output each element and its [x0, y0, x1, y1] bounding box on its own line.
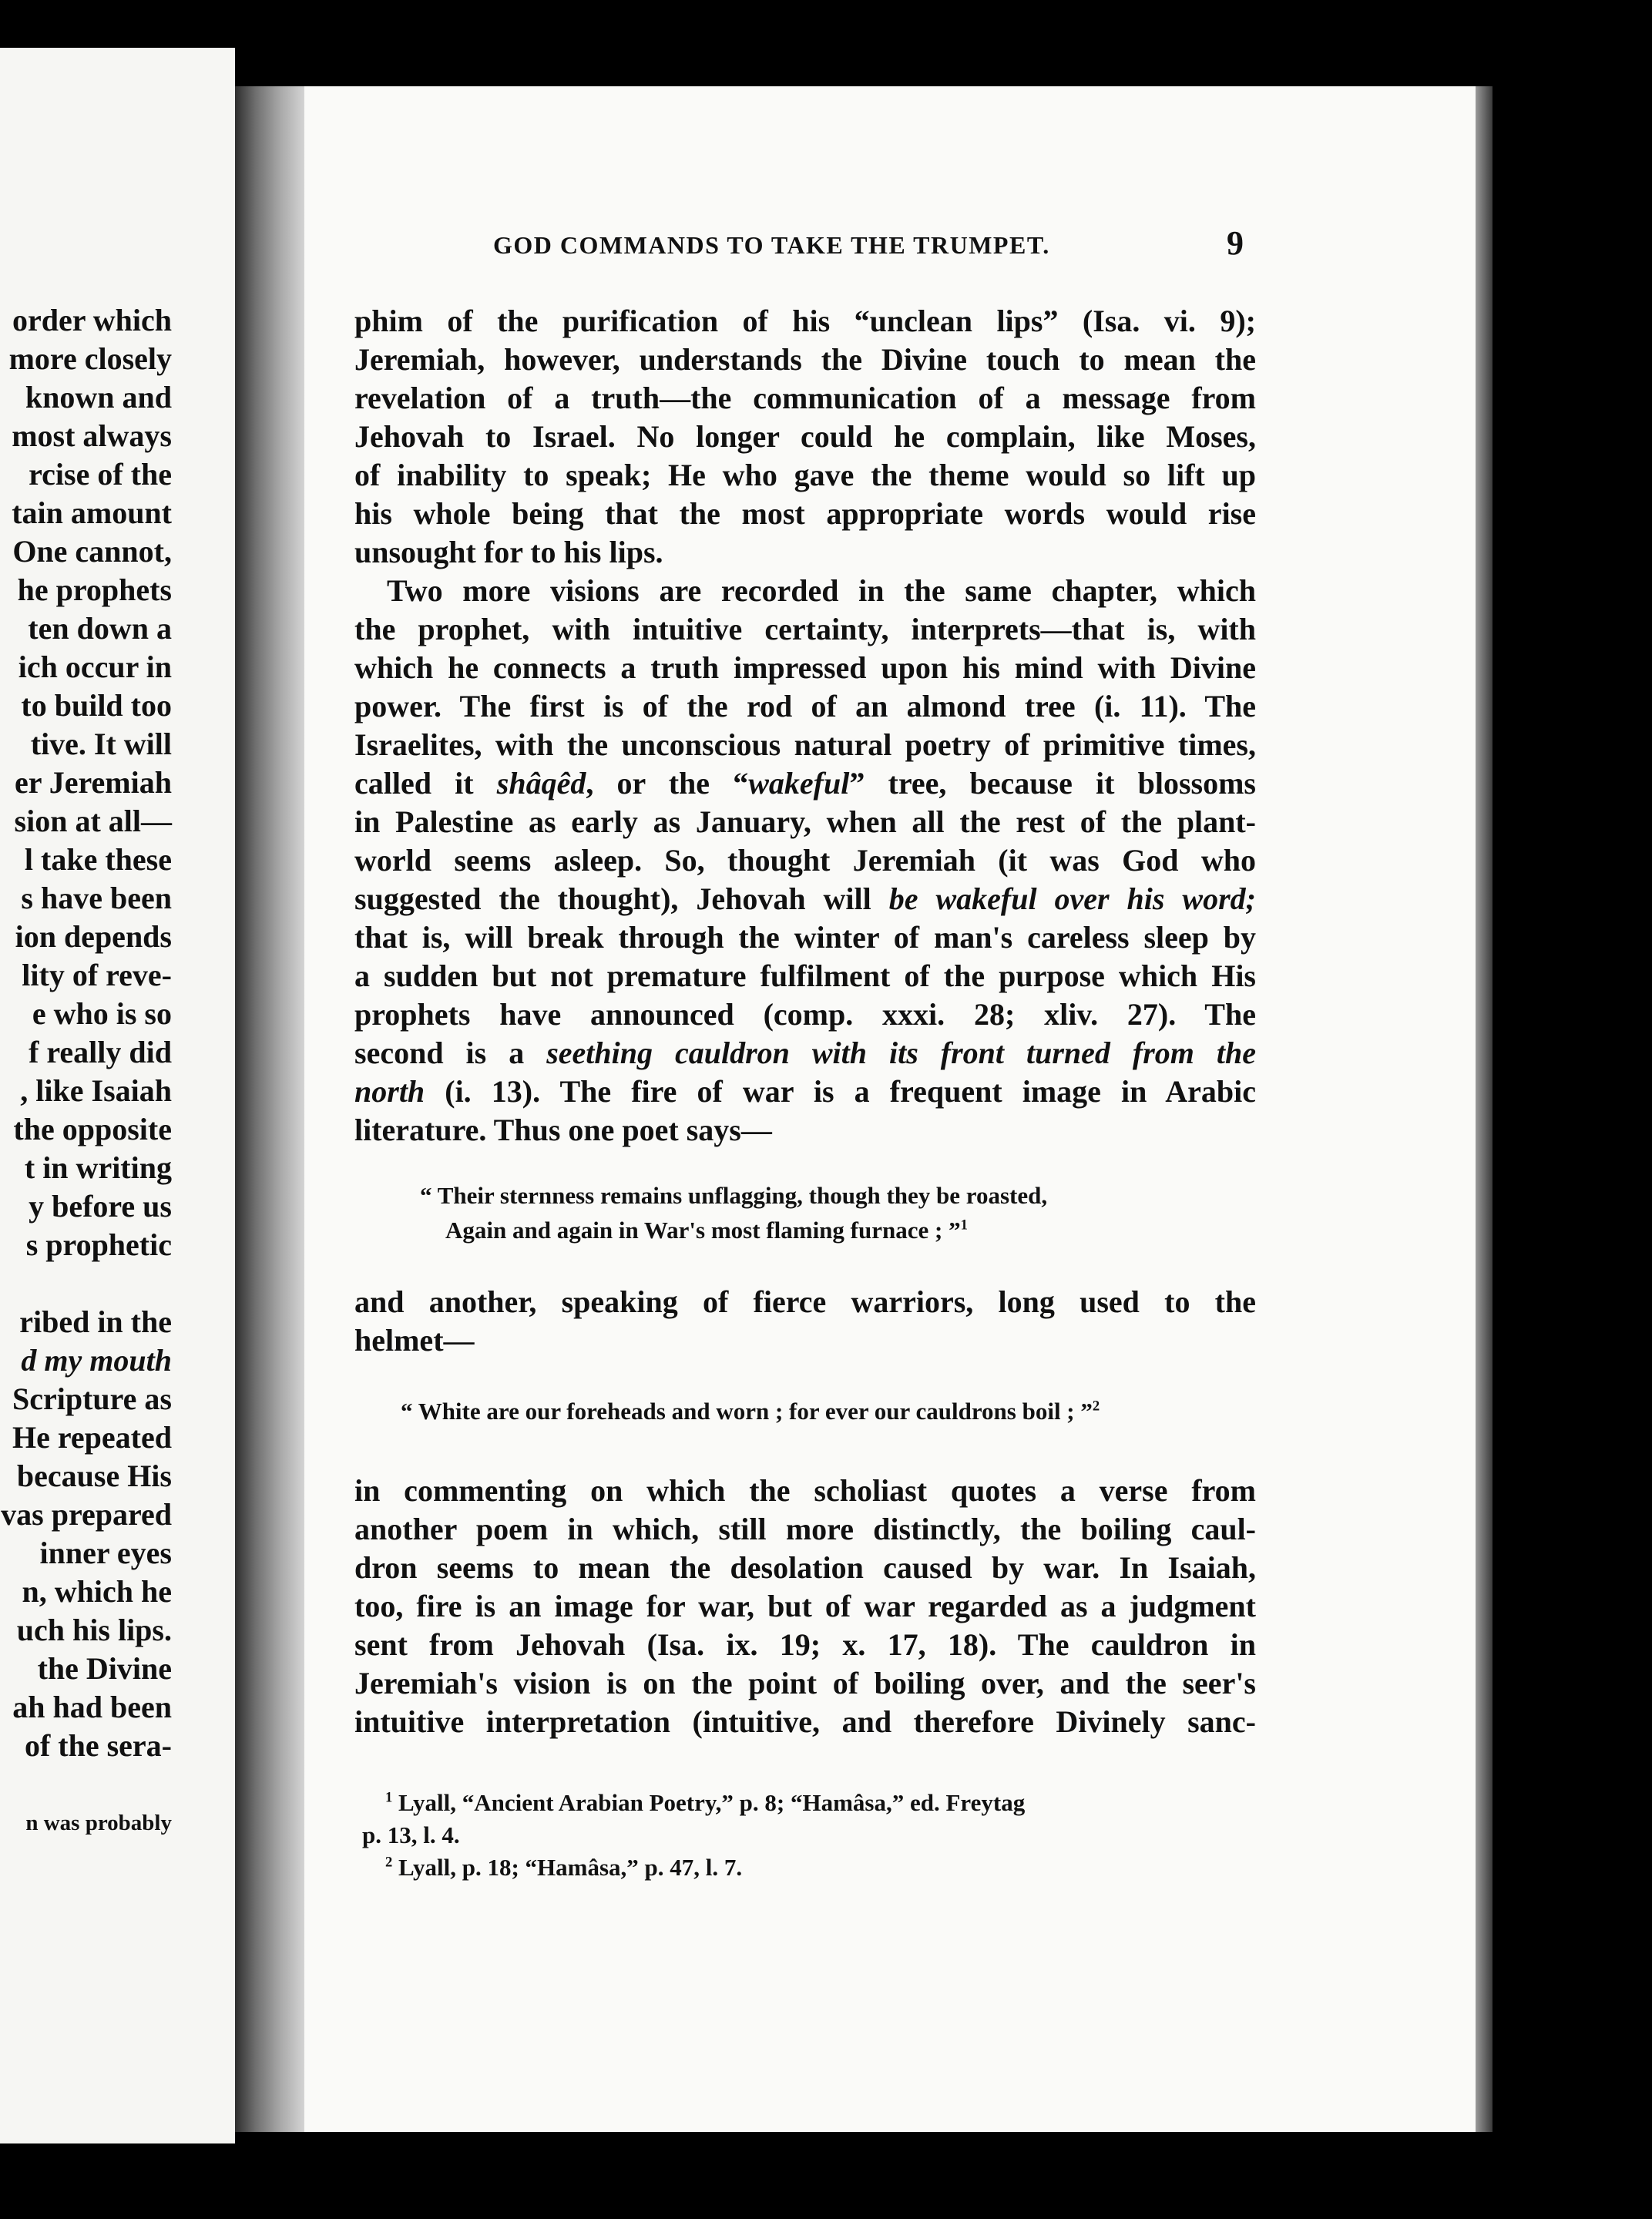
body-line: a sudden but not premature fulfilment of the purpose which His: [354, 958, 1256, 993]
previous-page-line: of the sera-: [24, 1728, 172, 1763]
body-line: Two more visions are recorded in the same chapter, which: [387, 573, 1256, 608]
italic-phrase: seething cauldron with its front turned from the: [546, 1036, 1256, 1070]
previous-page-line: , like Isaiah: [20, 1073, 172, 1108]
body-line: unsought for to his lips.: [354, 535, 663, 569]
previous-page-line: sion at all—: [14, 804, 172, 838]
page-edge-shadow: [1476, 86, 1493, 2132]
previous-page-line: to build too: [21, 688, 172, 723]
body-line: sent from Jehovah (Isa. ix. 19; x. 17, 18). The cauldron in: [354, 1627, 1256, 1662]
previous-page-line: He repeated: [12, 1420, 172, 1455]
body-line: Israelites, with the unconscious natural poetry of primitive times,: [354, 727, 1256, 762]
body-line: in Palestine as early as January, when all the rest of the plant-: [354, 804, 1256, 839]
footnote-number: 1: [385, 1789, 393, 1806]
previous-page-line: n, which he: [22, 1574, 172, 1609]
body-line: that is, will break through the winter of man's careless sleep by: [354, 920, 1256, 955]
footnote-marker: 1: [960, 1217, 968, 1234]
footnote-marker: 2: [1092, 1398, 1100, 1415]
body-line: [354, 1073, 1256, 1111]
previous-page-line: ich occur in: [18, 650, 172, 684]
footnote-number: 2: [385, 1854, 393, 1871]
previous-page-line: tive. It will: [30, 727, 172, 761]
previous-page-line: because His: [16, 1459, 172, 1493]
previous-page-line: ah had been: [12, 1690, 172, 1724]
body-line: Jeremiah, however, understands the Divine touch to mean the: [354, 342, 1256, 377]
previous-page-line: l take these: [24, 842, 172, 877]
previous-page-line: known and: [25, 380, 172, 415]
body-line: dron seems to mean the desolation caused by war. In Isaiah,: [354, 1550, 1256, 1585]
text-run: called it: [354, 766, 497, 801]
body-line: too, fire is an image for war, but of war regarded as a judgment: [354, 1589, 1256, 1623]
previous-page-line: er Jeremiah: [14, 765, 172, 800]
previous-page-line: One cannot,: [12, 534, 172, 569]
previous-page-line: ion depends: [15, 919, 172, 954]
book-gutter: [235, 86, 304, 2132]
previous-page-line: Scripture as: [12, 1381, 172, 1416]
text-run: “ White are our foreheads and worn ; for ever our cauldrons boil ; ”: [401, 1398, 1093, 1425]
previous-page-line: the opposite: [13, 1112, 172, 1146]
previous-page-line: s prophetic: [25, 1227, 172, 1262]
previous-page-fragment: [0, 48, 235, 2143]
text-run: second is a: [354, 1036, 547, 1070]
body-line: [354, 764, 1256, 803]
previous-page-line: uch his lips.: [16, 1613, 172, 1647]
text-run: Again and again in War's most flaming furnace ; ”: [445, 1217, 961, 1244]
previous-page-line: t in writing: [24, 1150, 172, 1185]
text-run: ” tree, because it blossoms: [849, 766, 1256, 801]
body-line: [354, 1034, 1256, 1073]
previous-page-line: f really did: [29, 1035, 172, 1069]
previous-page-line: tain amount: [12, 495, 172, 530]
previous-page-line: lity of reve-: [22, 958, 172, 992]
running-head: GOD COMMANDS TO TAKE THE TRUMPET.: [493, 231, 1050, 259]
previous-page-line: more closely: [8, 341, 172, 376]
body-line: power. The first is of the rod of an almond tree (i. 11). The: [354, 689, 1256, 723]
text-run: suggested the thought), Jehovah will: [354, 881, 889, 916]
previous-page-line: order which: [12, 303, 172, 337]
previous-page-line: e who is so: [32, 996, 172, 1031]
verse-quote-line: [445, 1215, 968, 1246]
body-line: Jehovah to Israel. No longer could he complain, like Moses,: [354, 419, 1256, 454]
body-line: prophets have announced (comp. xxxi. 28; xliv. 27). The: [354, 997, 1256, 1032]
italic-term: wakeful: [748, 766, 850, 801]
footnote-1-continued: p. 13, l. 4.: [362, 1821, 460, 1848]
body-line: which he connects a truth impressed upon his mind with Divine: [354, 650, 1256, 685]
previous-page-line: inner eyes: [39, 1536, 172, 1570]
body-line: in commenting on which the scholiast quotes a verse from: [354, 1473, 1256, 1508]
text-run: , or the “: [586, 766, 749, 801]
footnote-text: Lyall, p. 18; “Hamâsa,” p. 47, l. 7.: [398, 1854, 743, 1881]
previous-page-line: vas prepared: [1, 1497, 172, 1532]
footnote-text: Lyall, “Ancient Arabian Poetry,” p. 8; “Hamâsa,” ed. Freytag: [398, 1789, 1026, 1816]
body-line: another poem in which, still more distinctly, the boiling caul-: [354, 1512, 1256, 1546]
previous-page-line: n was probably: [25, 1811, 172, 1835]
previous-page-line: s have been: [21, 881, 172, 915]
previous-page-line: d my mouth: [21, 1343, 172, 1378]
body-line: [354, 880, 1256, 918]
body-line: world seems asleep. So, thought Jeremiah (it was God who: [354, 843, 1256, 878]
italic-phrase: north: [354, 1074, 425, 1109]
italic-term: shâqêd: [496, 766, 586, 801]
italic-phrase: be wakeful over his word;: [888, 881, 1256, 916]
body-line: literature. Thus one poet says—: [354, 1113, 772, 1147]
body-line: his whole being that the most appropriate words would rise: [354, 496, 1256, 531]
body-line: intuitive interpretation (intuitive, and therefore Divinely sanc-: [354, 1704, 1256, 1739]
body-line: Jeremiah's vision is on the point of boiling over, and the seer's: [354, 1666, 1256, 1700]
previous-page-line: most always: [12, 418, 172, 453]
verse-quote-line: “ Their sternness remains unflagging, though they be roasted,: [420, 1182, 1048, 1209]
verse-quote-line: [401, 1396, 1100, 1427]
page-number: 9: [1227, 224, 1244, 262]
previous-page-line: rcise of the: [29, 457, 172, 492]
text-run: (i. 13). The fire of war is a frequent image in Arabic: [425, 1074, 1256, 1109]
body-line: and another, speaking of fierce warriors, long used to the: [354, 1284, 1256, 1319]
body-line: of inability to speak; He who gave the theme would so lift up: [354, 458, 1256, 492]
previous-page-line: the Divine: [37, 1651, 172, 1686]
footnote-1: [385, 1788, 1025, 1818]
previous-page-line: ribed in the: [19, 1304, 172, 1339]
body-line: revelation of a truth—the communication of a message from: [354, 381, 1256, 415]
footnote-2: [385, 1852, 742, 1883]
previous-page-line: y before us: [29, 1189, 172, 1224]
body-line: the prophet, with intuitive certainty, interprets—that is, with: [354, 612, 1256, 646]
body-line: phim of the purification of his “unclean lips” (Isa. vi. 9);: [354, 304, 1256, 338]
previous-page-line: he prophets: [17, 572, 172, 607]
body-line: helmet—: [354, 1323, 475, 1358]
previous-page-line: ten down a: [28, 611, 172, 646]
